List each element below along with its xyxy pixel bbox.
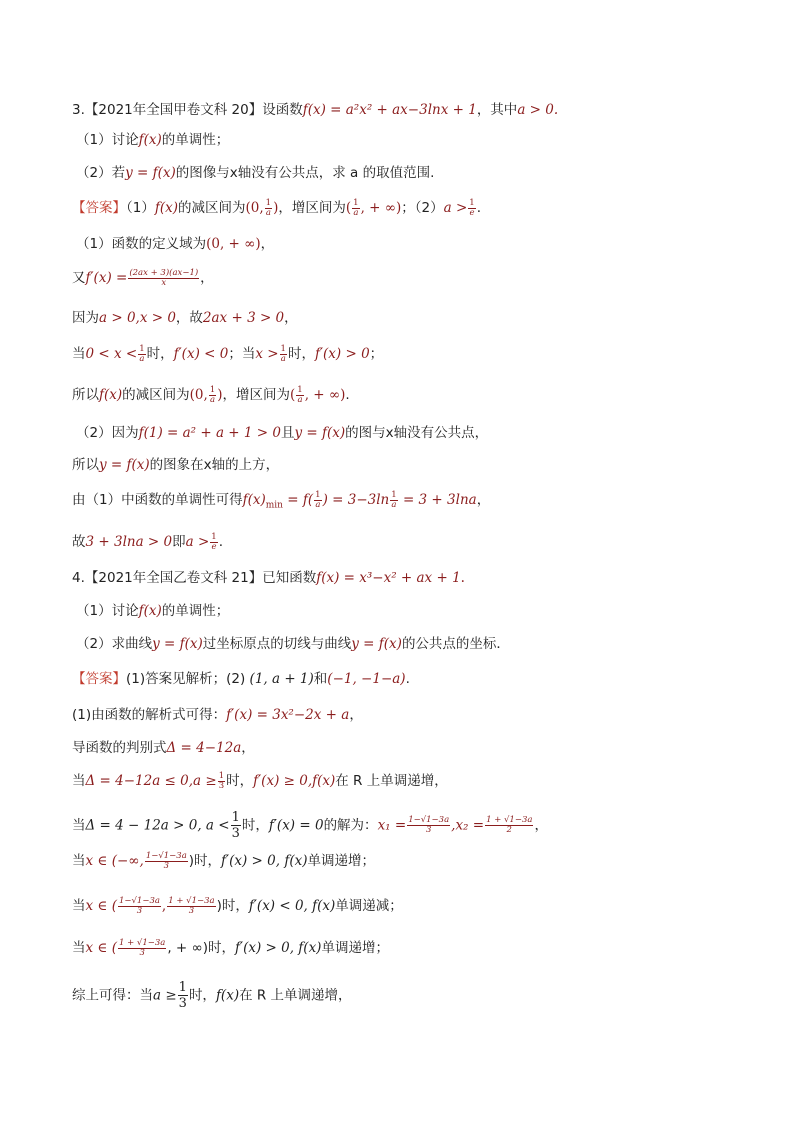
numerator: 1 — [231, 810, 240, 825]
text: 的图象在x轴的上方， — [149, 457, 280, 473]
math: x₁ = — [377, 817, 407, 834]
text: 在 R 上单调递增， — [335, 773, 448, 789]
function-expression: f(x) = a²x² + ax−3lnx + 1 — [302, 102, 477, 118]
problem-3-part-1 — [76, 130, 754, 150]
denominator: e — [211, 541, 217, 552]
denominator: a — [315, 499, 321, 510]
denominator: 3 — [136, 905, 143, 916]
solution-line — [72, 268, 754, 288]
math: , + ∞) — [304, 387, 346, 403]
solution-line — [76, 234, 754, 254]
part-text: 的公共点的坐标． — [401, 636, 510, 652]
text: 因为 — [72, 310, 99, 326]
text: . — [405, 671, 410, 687]
denominator: 3 — [178, 996, 187, 1011]
denominator: 3 — [218, 780, 225, 791]
text: 由（1）中函数的单调性可得 — [72, 492, 243, 508]
numerator: 1 — [297, 384, 303, 395]
math: , + ∞) — [360, 200, 402, 216]
fraction — [167, 897, 215, 916]
text: ； — [369, 346, 384, 362]
numerator: 1 — [315, 489, 321, 500]
text: 时， — [287, 346, 315, 362]
part-label: （1） — [76, 603, 112, 619]
text: （1） — [126, 200, 155, 216]
text: . — [476, 200, 481, 216]
stem-intro: 已知函数 — [262, 570, 317, 586]
math: x ∈ ( — [85, 940, 117, 956]
text: 时， — [188, 987, 216, 1004]
text: 且 — [280, 425, 295, 441]
fraction — [485, 816, 533, 835]
fraction — [468, 199, 475, 218]
fraction — [128, 269, 199, 288]
fraction — [231, 810, 241, 841]
math: f′(x) > 0, f(x) — [235, 940, 322, 956]
numerator: 1 — [139, 343, 145, 354]
denominator: 3 — [425, 825, 432, 835]
text: 当 — [72, 940, 86, 956]
text: 当 — [72, 898, 86, 914]
text: (1)由函数的解析式可得： — [72, 707, 227, 723]
text: . — [460, 570, 465, 586]
math: ) — [273, 200, 279, 216]
math: f(x) — [215, 987, 240, 1004]
denominator: x — [161, 277, 167, 288]
math: f(x) — [138, 603, 162, 619]
subscript: min — [265, 500, 283, 511]
denominator: 3 — [139, 947, 145, 958]
part-label: （2） — [76, 636, 112, 652]
math: 0 < x < — [85, 346, 138, 362]
math: y = f(x) — [351, 636, 402, 652]
solution-line — [72, 308, 754, 328]
numerator: 1−√1−3a — [145, 850, 187, 861]
text: ， — [260, 236, 275, 252]
denominator: 2 — [506, 825, 512, 835]
numerator: 1 — [391, 489, 397, 500]
fraction — [390, 491, 397, 510]
text: 综上可得：当 — [72, 987, 153, 1004]
text: . — [345, 387, 350, 403]
solution-line — [72, 385, 754, 405]
math: ,x₂ = — [451, 817, 485, 834]
text: ， — [476, 492, 491, 508]
math: , — [161, 898, 167, 914]
denominator: 3 — [163, 860, 169, 871]
math: f′(x) > 0 — [314, 346, 370, 362]
numerator: 1 — [353, 197, 359, 208]
problem-3-answer — [72, 198, 754, 218]
text: 所以 — [72, 457, 99, 473]
part-text: 的单调性； — [161, 132, 230, 148]
numerator: 1 — [280, 343, 286, 354]
text: 导函数的判别式 — [72, 740, 167, 756]
fraction — [296, 386, 303, 405]
solution-line — [72, 705, 754, 725]
math: f′(x) > 0, f(x) — [221, 853, 308, 869]
answer-tag: 【答案】 — [72, 671, 126, 687]
text: 单调递减； — [335, 898, 403, 914]
math: 3 + 3lna > 0 — [85, 534, 173, 550]
fraction — [118, 939, 166, 958]
solution-line — [72, 455, 754, 475]
part-text: 讨论 — [111, 132, 139, 148]
part-text: 的单调性； — [161, 603, 230, 619]
text: . — [218, 534, 223, 550]
text: ，增区间为 — [222, 387, 291, 403]
text: 又 — [72, 270, 86, 286]
math: x ∈ (−∞, — [85, 853, 144, 869]
part-text: 的图像与x轴没有公共点，求 a 的取值范围. — [175, 165, 435, 181]
condition: a > 0. — [517, 102, 559, 118]
numerator: 1 — [211, 531, 217, 542]
denominator: a — [391, 499, 397, 510]
problem-number: 3. — [72, 102, 85, 118]
text: 所以 — [72, 387, 99, 403]
solution-line — [72, 980, 754, 1011]
problem-4-answer — [72, 669, 754, 689]
text: 当 — [72, 773, 86, 789]
solution-line — [72, 896, 754, 916]
solution-line — [72, 490, 754, 516]
math: x > — [255, 346, 279, 362]
math: y = f(x) — [294, 425, 346, 441]
text: ，故 — [175, 310, 203, 326]
fraction — [265, 199, 272, 218]
part-label: （2） — [76, 165, 112, 181]
problem-3-part-2 — [76, 163, 754, 183]
problem-3-stem — [72, 100, 754, 120]
solution-line — [72, 532, 754, 552]
stem-intro: 设函数 — [262, 102, 303, 118]
text: 当 — [72, 853, 86, 869]
text: ，增区间为 — [278, 200, 346, 216]
math: f(x) — [99, 387, 123, 403]
text: （1）函数的定义域为 — [76, 236, 207, 252]
math: (0, + ∞) — [206, 236, 261, 252]
math: f′(x) < 0 — [173, 346, 229, 362]
text: 即 — [172, 534, 186, 550]
math: (0, — [245, 200, 264, 216]
text: (1)答案见解析；(2) — [126, 671, 246, 687]
math: a > — [185, 534, 210, 550]
text: 时， — [226, 773, 254, 789]
denominator: 3 — [188, 905, 195, 916]
math: (−1, −1−a) — [327, 671, 406, 687]
text: 和 — [313, 671, 328, 687]
math: Δ = 4−12a ≤ 0,a ≥ — [85, 773, 217, 789]
math: f′(x) < 0, f(x) — [248, 898, 336, 914]
text: （2）因为 — [76, 425, 139, 441]
numerator: 1 — [469, 197, 475, 208]
text: ， — [534, 817, 548, 834]
text: 时， — [241, 817, 269, 834]
math: f′(x) ≥ 0,f(x) — [253, 773, 336, 789]
numerator: 1−√1−3a — [408, 815, 450, 825]
fraction — [218, 772, 225, 791]
text: ；（2） — [401, 200, 444, 216]
denominator: 3 — [231, 826, 240, 841]
text: ；当 — [228, 346, 256, 362]
text: 在 R 上单调递增， — [239, 987, 352, 1004]
math: a > 0,x > 0 — [99, 310, 176, 326]
text: ， — [241, 740, 255, 756]
solution-line — [72, 344, 754, 364]
denominator: a — [265, 207, 271, 218]
numerator: 1 + √1−3a — [486, 815, 533, 825]
fraction — [178, 980, 188, 1011]
denominator: a — [353, 207, 359, 218]
text: 当 — [72, 346, 86, 362]
math: y = f(x) — [125, 165, 176, 181]
math: y = f(x) — [99, 457, 150, 473]
fraction — [407, 816, 450, 835]
math: f′(x) = — [85, 270, 128, 286]
text: 单调递增； — [307, 853, 375, 869]
problem-number: 4. — [72, 570, 85, 586]
numerator: 1 — [218, 770, 225, 781]
numerator: 1−√1−3a — [118, 895, 160, 906]
text: 的解为： — [323, 817, 378, 834]
fraction — [138, 345, 145, 364]
math: ( — [290, 387, 296, 403]
solution-line — [76, 423, 754, 443]
math: ( — [345, 200, 352, 216]
text: , + ∞)时， — [167, 940, 236, 956]
text: ， — [200, 270, 214, 286]
stem-text: ，其中 — [476, 102, 518, 118]
function-expression: f(x) = x³−x² + ax + 1 — [316, 570, 461, 586]
text: )时， — [188, 853, 222, 869]
math: = f( — [282, 492, 314, 508]
text: )时， — [216, 898, 249, 914]
text: ， — [349, 707, 363, 723]
denominator: a — [297, 394, 303, 405]
text: ， — [284, 310, 298, 326]
text: 当 — [72, 817, 86, 834]
problem-source: 【2021年全国甲卷文科 20】 — [84, 102, 263, 118]
math: (0, — [189, 387, 208, 403]
math: Δ = 4−12a — [166, 740, 242, 756]
numerator: 1 — [178, 980, 187, 995]
denominator: a — [280, 353, 286, 364]
numerator: 1 + √1−3a — [118, 937, 166, 948]
text: 时， — [146, 346, 174, 362]
math: f(x) — [242, 492, 266, 508]
text: 单调递增； — [321, 940, 389, 956]
denominator: e — [469, 207, 475, 218]
problem-4-stem — [72, 568, 754, 588]
denominator: a — [209, 394, 216, 405]
text: 的减区间为 — [178, 200, 246, 216]
math: (1, a + 1) — [249, 671, 314, 687]
fraction — [352, 199, 359, 218]
math: f(1) = a² + a + 1 > 0 — [138, 425, 281, 441]
fraction — [314, 491, 321, 510]
math: f′(x) = 0 — [268, 817, 324, 834]
text: 故 — [72, 534, 86, 550]
numerator: (2ax + 3)(ax−1) — [129, 267, 199, 278]
math: Δ = 4 − 12a > 0, a < — [85, 817, 230, 834]
math: a > — [443, 200, 468, 216]
answer-tag: 【答案】 — [72, 200, 126, 216]
part-text: 讨论 — [111, 603, 139, 619]
solution-line — [72, 851, 754, 871]
text: 的图与x轴没有公共点， — [345, 425, 489, 441]
problem-4-part-2 — [76, 634, 754, 654]
math: ) — [217, 387, 223, 403]
denominator: a — [139, 353, 145, 364]
part-label: （1） — [76, 132, 112, 148]
solution-line — [72, 810, 754, 841]
fraction — [118, 897, 161, 916]
part-text: 若 — [111, 165, 126, 181]
numerator: 1 — [209, 384, 216, 395]
math: x ∈ ( — [85, 898, 117, 914]
math: f(x) — [154, 200, 178, 216]
text: 的减区间为 — [122, 387, 190, 403]
problem-4-part-1 — [76, 601, 754, 621]
math: 2ax + 3 > 0 — [202, 310, 285, 326]
math: f(x) — [138, 132, 162, 148]
fraction — [280, 345, 287, 364]
math: y = f(x) — [152, 636, 203, 652]
solution-line — [72, 771, 754, 791]
numerator: 1 — [265, 197, 272, 208]
fraction — [209, 386, 216, 405]
numerator: 1 + √1−3a — [168, 895, 215, 906]
solution-line — [72, 938, 754, 958]
part-text: 过坐标原点的切线与曲线 — [202, 636, 352, 652]
fraction — [145, 852, 188, 871]
solution-line — [72, 738, 754, 758]
math: = 3 + 3lna — [398, 492, 477, 508]
problem-source: 【2021年全国乙卷文科 21】 — [84, 570, 263, 586]
math: a ≥ — [153, 987, 177, 1004]
part-text: 求曲线 — [111, 636, 153, 652]
fraction — [210, 533, 217, 552]
math: ) = 3−3ln — [322, 492, 390, 508]
math: f′(x) = 3x²−2x + a — [226, 707, 350, 723]
